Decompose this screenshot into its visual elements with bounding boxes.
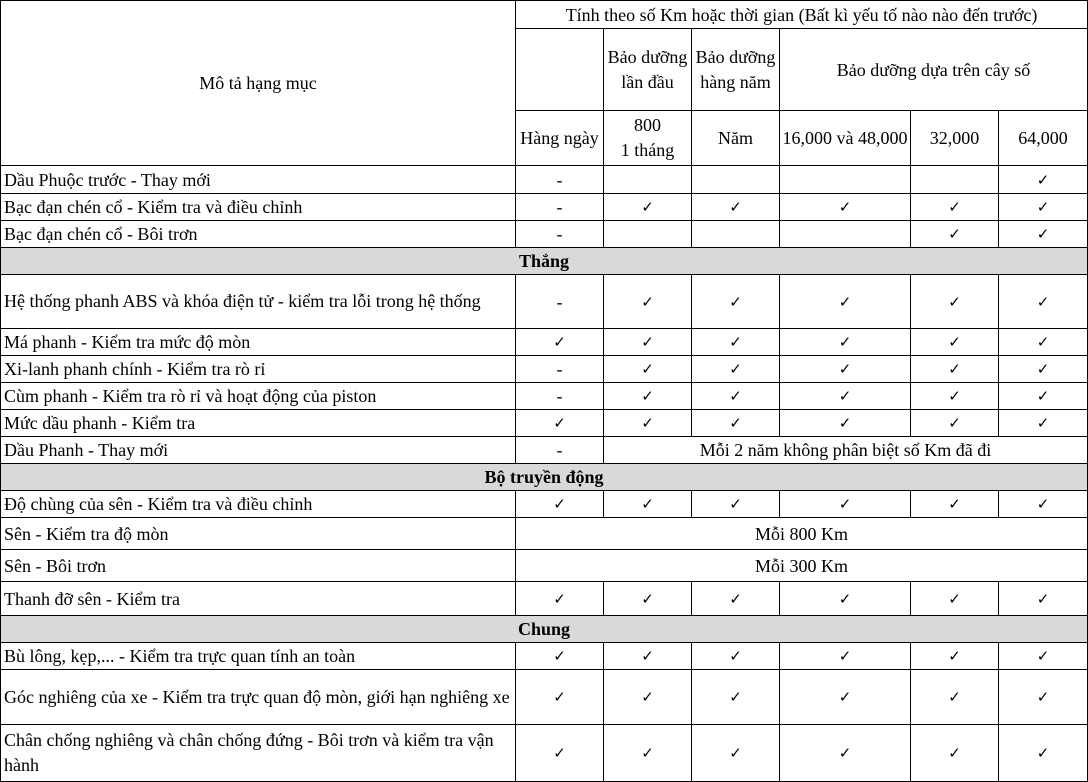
first-interval-time: 1 tháng bbox=[620, 140, 675, 160]
table-row bbox=[1, 518, 1088, 550]
table-row bbox=[1, 329, 1088, 356]
dash-mark: - bbox=[516, 275, 604, 329]
check-mark: ✓ bbox=[516, 725, 604, 782]
check-mark: ✓ bbox=[604, 670, 692, 725]
check-mark: ✓ bbox=[780, 356, 911, 383]
row-description: Bạc đạn chén cổ - Kiểm tra và điều chỉnh bbox=[1, 194, 516, 221]
check-mark: ✓ bbox=[780, 410, 911, 437]
section-title: Thắng bbox=[1, 248, 1088, 275]
check-mark: ✓ bbox=[692, 194, 780, 221]
check-mark: ✓ bbox=[911, 725, 999, 782]
check-mark: ✓ bbox=[780, 582, 911, 616]
empty-cell bbox=[604, 166, 692, 194]
table-row bbox=[1, 194, 1088, 221]
table-row bbox=[1, 582, 1088, 616]
check-mark: ✓ bbox=[604, 491, 692, 518]
table-row bbox=[1, 356, 1088, 383]
header-first-interval bbox=[604, 111, 692, 166]
row-description: Mức dầu phanh - Kiểm tra bbox=[1, 410, 516, 437]
empty-cell bbox=[692, 221, 780, 248]
section-title: Bộ truyền động bbox=[1, 464, 1088, 491]
check-mark: ✓ bbox=[692, 356, 780, 383]
row-description: Thanh đỡ sên - Kiểm tra bbox=[1, 582, 516, 616]
schedule-body bbox=[1, 166, 1088, 782]
empty-cell bbox=[780, 166, 911, 194]
row-description: Hệ thống phanh ABS và khóa điện tử - kiểm tra lỗi trong hệ thống bbox=[1, 275, 516, 329]
row-description: Dầu Phanh - Thay mới bbox=[1, 437, 516, 464]
dash-mark: - bbox=[516, 356, 604, 383]
dash-mark: - bbox=[516, 221, 604, 248]
check-mark: ✓ bbox=[911, 356, 999, 383]
row-description: Má phanh - Kiểm tra mức độ mòn bbox=[1, 329, 516, 356]
check-mark: ✓ bbox=[999, 582, 1088, 616]
check-mark: ✓ bbox=[911, 582, 999, 616]
check-mark: ✓ bbox=[692, 725, 780, 782]
check-mark: ✓ bbox=[604, 194, 692, 221]
check-mark: ✓ bbox=[999, 643, 1088, 670]
section-header-row bbox=[1, 616, 1088, 643]
table-row bbox=[1, 643, 1088, 670]
check-mark: ✓ bbox=[692, 383, 780, 410]
check-mark: ✓ bbox=[911, 670, 999, 725]
table-row bbox=[1, 725, 1088, 782]
table-row bbox=[1, 491, 1088, 518]
dash-mark: - bbox=[516, 437, 604, 464]
header-description: Mô tả hạng mục bbox=[1, 1, 516, 166]
check-mark: ✓ bbox=[604, 643, 692, 670]
check-mark: ✓ bbox=[911, 329, 999, 356]
check-mark: ✓ bbox=[999, 491, 1088, 518]
header-row-1 bbox=[1, 1, 1088, 29]
check-mark: ✓ bbox=[999, 725, 1088, 782]
check-mark: ✓ bbox=[604, 275, 692, 329]
row-description: Cùm phanh - Kiểm tra rò rỉ và hoạt động của piston bbox=[1, 383, 516, 410]
dash-mark: - bbox=[516, 166, 604, 194]
check-mark: ✓ bbox=[604, 725, 692, 782]
first-interval-km: 800 bbox=[634, 115, 661, 135]
check-mark: ✓ bbox=[516, 410, 604, 437]
row-description: Bạc đạn chén cổ - Bôi trơn bbox=[1, 221, 516, 248]
header-interval-basis: Tính theo số Km hoặc thời gian (Bất kì yếu tố nào nào đến trước) bbox=[516, 1, 1088, 29]
check-mark: ✓ bbox=[516, 643, 604, 670]
check-mark: ✓ bbox=[911, 410, 999, 437]
check-mark: ✓ bbox=[516, 670, 604, 725]
check-mark: ✓ bbox=[780, 275, 911, 329]
header-mileage-32000: 32,000 bbox=[911, 111, 999, 166]
row-description: Xi-lanh phanh chính - Kiểm tra rò rỉ bbox=[1, 356, 516, 383]
empty-cell bbox=[911, 166, 999, 194]
check-mark: ✓ bbox=[911, 275, 999, 329]
check-mark: ✓ bbox=[516, 329, 604, 356]
header-first-service: Bảo dưỡng lần đầu bbox=[604, 29, 692, 111]
check-mark: ✓ bbox=[604, 383, 692, 410]
check-mark: ✓ bbox=[604, 329, 692, 356]
header-mileage-16000-48000: 16,000 và 48,000 bbox=[780, 111, 911, 166]
row-description: Bù lông, kẹp,... - Kiểm tra trực quan tính an toàn bbox=[1, 643, 516, 670]
check-mark: ✓ bbox=[999, 275, 1088, 329]
check-mark: ✓ bbox=[999, 221, 1088, 248]
interval-note: Mỗi 300 Km bbox=[516, 550, 1088, 582]
table-row bbox=[1, 550, 1088, 582]
row-description: Độ chùng của sên - Kiểm tra và điều chỉnh bbox=[1, 491, 516, 518]
check-mark: ✓ bbox=[780, 643, 911, 670]
check-mark: ✓ bbox=[780, 670, 911, 725]
check-mark: ✓ bbox=[999, 670, 1088, 725]
header-mileage-service: Bảo dưỡng dựa trên cây số bbox=[780, 29, 1088, 111]
empty-cell bbox=[604, 221, 692, 248]
check-mark: ✓ bbox=[516, 582, 604, 616]
row-description: Chân chống nghiêng và chân chống đứng - Bôi trơn và kiểm tra vận hành bbox=[1, 725, 516, 782]
row-description: Sên - Kiểm tra độ mòn bbox=[1, 518, 516, 550]
check-mark: ✓ bbox=[780, 383, 911, 410]
check-mark: ✓ bbox=[692, 643, 780, 670]
section-header-row bbox=[1, 248, 1088, 275]
row-description: Góc nghiêng của xe - Kiểm tra trực quan độ mòn, giới hạn nghiêng xe bbox=[1, 670, 516, 725]
table-row bbox=[1, 166, 1088, 194]
row-description: Dầu Phuộc trước - Thay mới bbox=[1, 166, 516, 194]
interval-note: Mỗi 800 Km bbox=[516, 518, 1088, 550]
check-mark: ✓ bbox=[516, 491, 604, 518]
table-row bbox=[1, 275, 1088, 329]
dash-mark: - bbox=[516, 194, 604, 221]
table-row bbox=[1, 221, 1088, 248]
check-mark: ✓ bbox=[780, 329, 911, 356]
check-mark: ✓ bbox=[692, 410, 780, 437]
check-mark: ✓ bbox=[999, 194, 1088, 221]
table-row bbox=[1, 437, 1088, 464]
section-title: Chung bbox=[1, 616, 1088, 643]
header-annual-service: Bảo dưỡng hàng năm bbox=[692, 29, 780, 111]
check-mark: ✓ bbox=[911, 383, 999, 410]
check-mark: ✓ bbox=[692, 582, 780, 616]
header-daily: Hàng ngày bbox=[516, 111, 604, 166]
dash-mark: - bbox=[516, 383, 604, 410]
check-mark: ✓ bbox=[604, 582, 692, 616]
check-mark: ✓ bbox=[780, 194, 911, 221]
table-row bbox=[1, 383, 1088, 410]
check-mark: ✓ bbox=[780, 491, 911, 518]
table-row bbox=[1, 410, 1088, 437]
check-mark: ✓ bbox=[911, 643, 999, 670]
check-mark: ✓ bbox=[692, 670, 780, 725]
row-description: Sên - Bôi trơn bbox=[1, 550, 516, 582]
check-mark: ✓ bbox=[999, 383, 1088, 410]
check-mark: ✓ bbox=[604, 410, 692, 437]
header-mileage-64000: 64,000 bbox=[999, 111, 1088, 166]
check-mark: ✓ bbox=[911, 194, 999, 221]
check-mark: ✓ bbox=[692, 275, 780, 329]
check-mark: ✓ bbox=[604, 356, 692, 383]
check-mark: ✓ bbox=[692, 329, 780, 356]
check-mark: ✓ bbox=[999, 166, 1088, 194]
header-daily-blank bbox=[516, 29, 604, 111]
check-mark: ✓ bbox=[692, 491, 780, 518]
interval-note: Mỗi 2 năm không phân biệt số Km đã đi bbox=[604, 437, 1088, 464]
check-mark: ✓ bbox=[999, 410, 1088, 437]
section-header-row bbox=[1, 464, 1088, 491]
table-row bbox=[1, 670, 1088, 725]
check-mark: ✓ bbox=[780, 725, 911, 782]
check-mark: ✓ bbox=[911, 491, 999, 518]
header-year: Năm bbox=[692, 111, 780, 166]
empty-cell bbox=[780, 221, 911, 248]
check-mark: ✓ bbox=[911, 221, 999, 248]
empty-cell bbox=[692, 166, 780, 194]
check-mark: ✓ bbox=[999, 329, 1088, 356]
check-mark: ✓ bbox=[999, 356, 1088, 383]
